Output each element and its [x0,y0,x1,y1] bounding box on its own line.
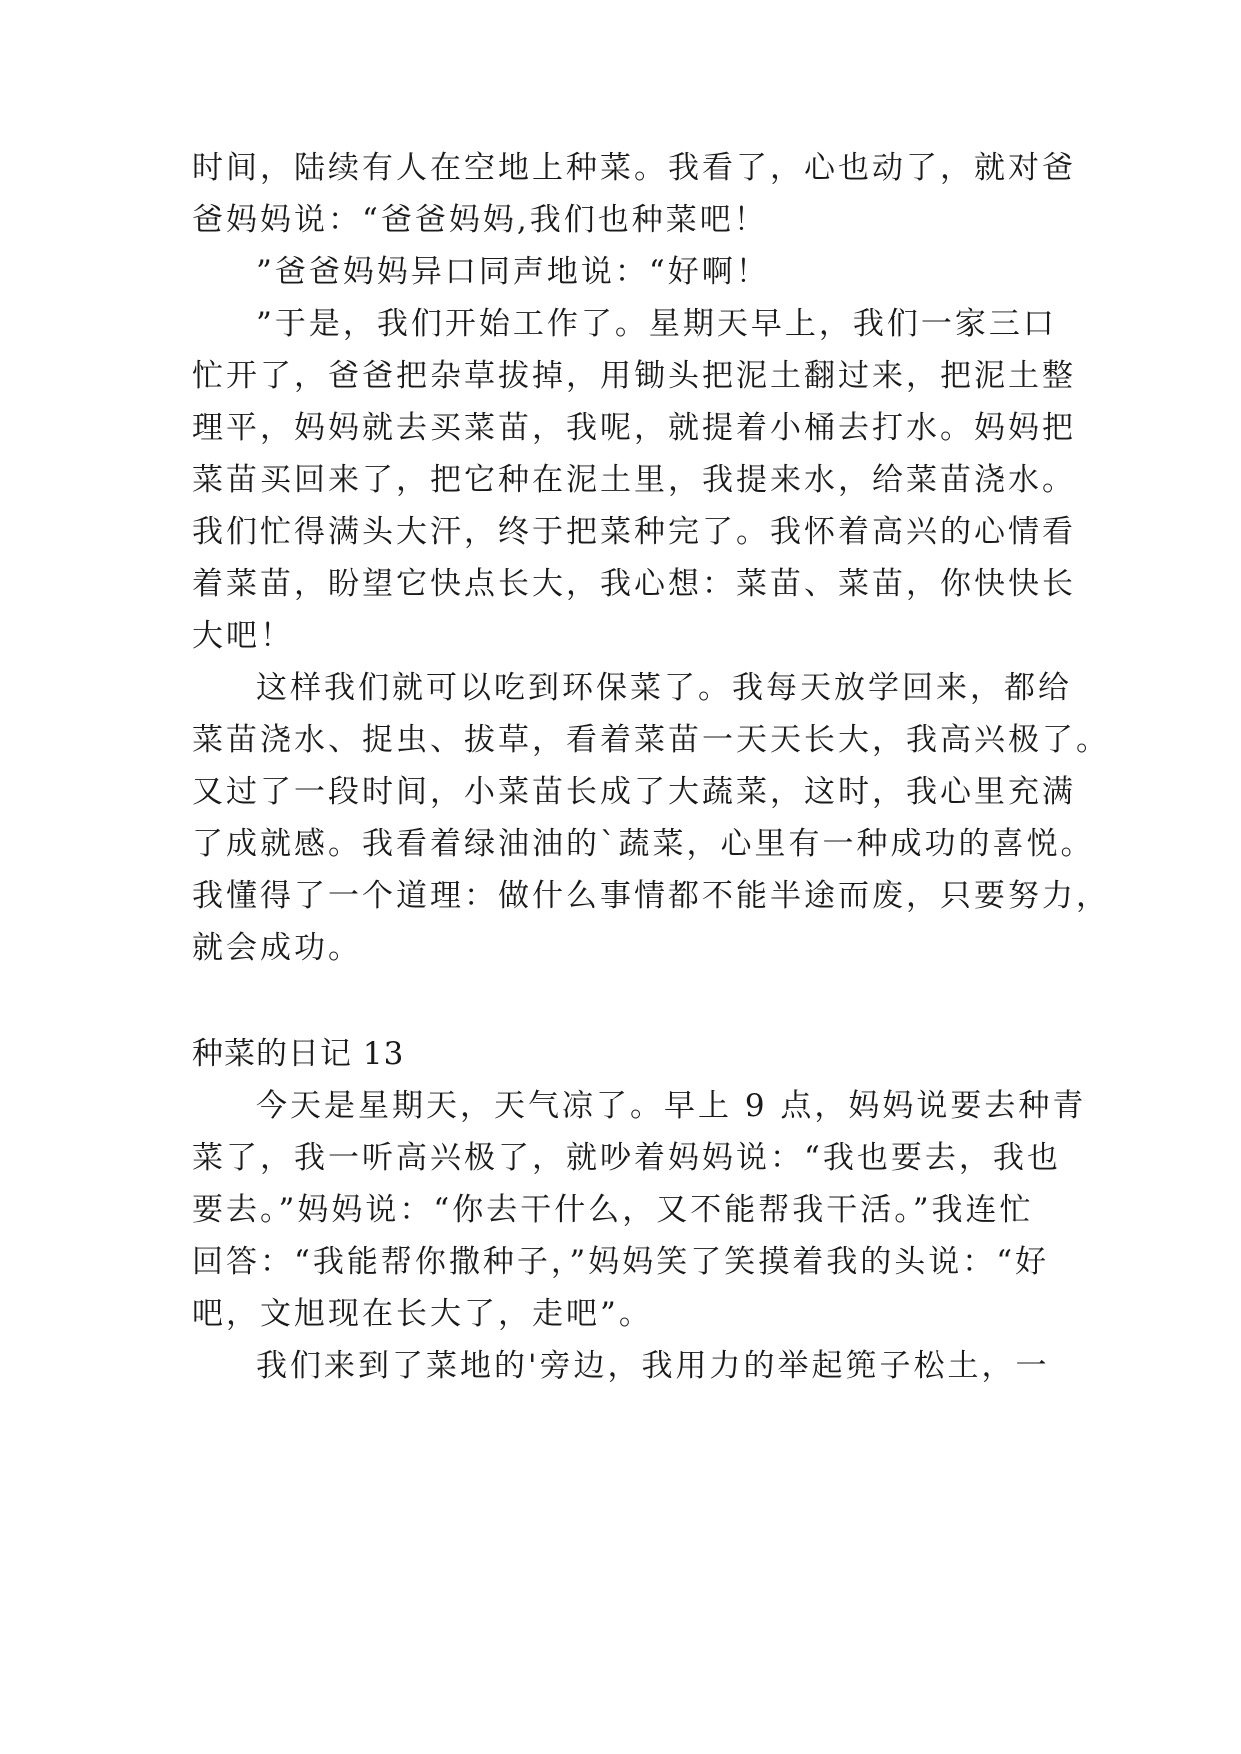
text-line: 我们忙得满头大汗，终于把菜种完了。我怀着高兴的心情看 [192,514,1076,550]
text-line: 理平，妈妈就去买菜苗，我呢，就提着小桶去打水。妈妈把 [192,410,1076,446]
text-line: 了成就感。我看着绿油油的`蔬菜，心里有一种成功的喜悦。 [192,826,1095,862]
text-line: 要去。”妈妈说：“你去干什么，又不能帮我干活。”我连忙 [192,1192,1034,1228]
text-line: 我懂得了一个道理：做什么事情都不能半途而废，只要努力， [192,878,1110,914]
text-line: 我们来到了菜地的'旁边，我用力的举起篼子松土，一 [256,1348,1050,1384]
text-line: 今天是星期天，天气凉了。早上 9 点，妈妈说要去种青 [256,1088,1087,1124]
text-line: 菜苗买回来了，把它种在泥土里，我提来水，给菜苗浇水。 [192,462,1076,498]
text-line: 菜了，我一听高兴极了，就吵着妈妈说：“我也要去，我也 [192,1140,1061,1176]
text-line: 菜苗浇水、捉虫、拔草，看着菜苗一天天长大，我高兴极了。 [192,722,1110,758]
text-line: ”爸爸妈妈异口同声地说：“好啊！ [256,254,770,290]
text-line: 这样我们就可以吃到环保菜了。我每天放学回来，都给 [256,670,1072,706]
text-line: 回答：“我能帮你撒种子，”妈妈笑了笑摸着我的头说：“好 [192,1244,1050,1280]
text-line: 又过了一段时间，小菜苗长成了大蔬菜，这时，我心里充满 [192,774,1076,810]
text-line: 忙开了，爸爸把杂草拔掉，用锄头把泥土翻过来，把泥土整 [192,358,1076,394]
text-line: 吧，文旭现在长大了，走吧”。 [192,1296,653,1332]
text-line: 爸妈妈说：“爸爸妈妈,我们也种菜吧！ [192,202,768,238]
text-line: 时间，陆续有人在空地上种菜。我看了，心也动了，就对爸 [192,150,1076,186]
section-heading: 种菜的日记 13 [192,1036,405,1072]
text-line: 大吧！ [192,618,294,654]
text-line: 就会成功。 [192,930,362,966]
text-line: 着菜苗，盼望它快点长大，我心想：菜苗、菜苗，你快快长 [192,566,1076,602]
text-line: ”于是，我们开始工作了。星期天早上，我们一家三口 [256,306,1057,342]
